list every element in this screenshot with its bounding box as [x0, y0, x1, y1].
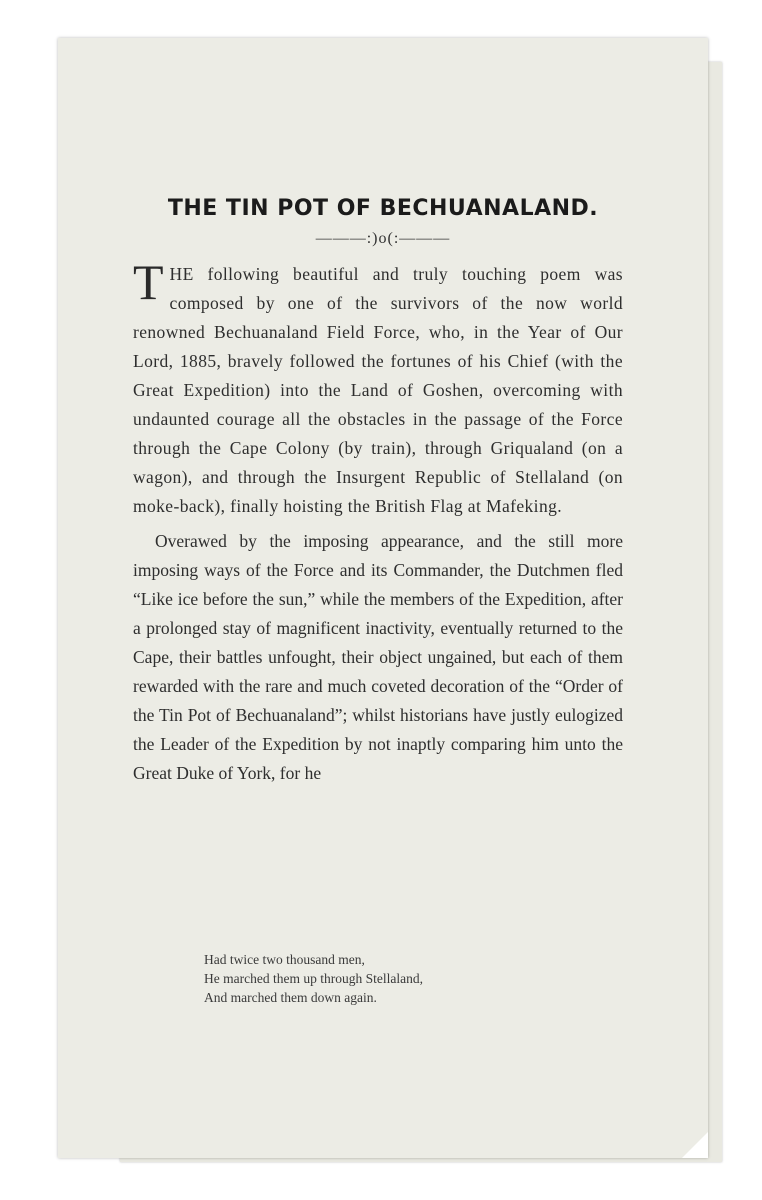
verse-line-3: And marched them down again.	[204, 990, 377, 1005]
body-text	[133, 254, 623, 788]
paragraph-2: Overawed by the imposing appearance, and the still more imposing ways of the Force and its Commander, the Dutchmen fled “Like ice before the sun,” while the members of the Expedition, after a prolonged stay of magnificent inactivity, eventually returned to the Cape, their battles unfought, their object ungained, but each of them rewarded with the rare and much coveted decoration of the “Order of the Tin Pot of Bechuanaland”; whilst historians have justly eulogized the Leader of the Expedition by not inaptly comparing him unto the Great Duke of York, for he	[133, 531, 623, 783]
verse-line-1: Had twice two thousand men,	[204, 952, 365, 967]
document-page	[58, 38, 708, 1158]
folded-corner	[682, 1132, 708, 1158]
verse-quote	[204, 950, 423, 1007]
title-ornament: ———:)o(:———	[315, 230, 451, 247]
paragraph-1	[133, 254, 623, 521]
drop-cap: T	[133, 254, 164, 310]
page-title: THE TIN POT OF BECHUANALAND.	[167, 196, 599, 221]
paragraph-1-text: HE following beautiful and truly touching poem was composed by one of the survivors of the now world renowned Bechuanaland Field Force, who, in the Year of Our Lord, 1885, bravely followed the fortunes of his Chief (with the Great Expedition) into the Land of Goshen, overcoming with undaunted courage all the obstacles in the passage of the Force through the Cape Colony (by train), through Griqualand (on a wagon), and through the Insurgent Republic of Stellaland (on moke-back), finally hoisting the British Flag at Mafeking.	[133, 264, 623, 516]
verse-line-2: He marched them up through Stellaland,	[204, 971, 423, 986]
